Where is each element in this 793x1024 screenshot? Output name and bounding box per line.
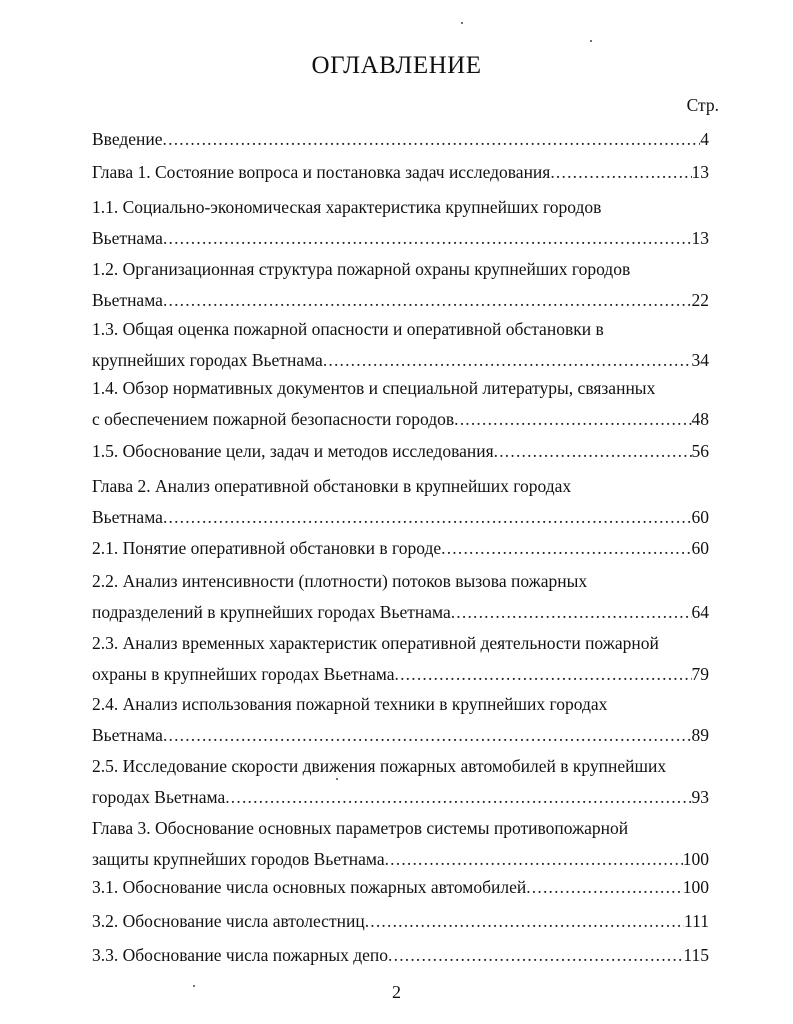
dot-leader [365, 906, 684, 937]
dot-leader [225, 782, 691, 813]
toc-entry-page: 56 [691, 441, 709, 461]
toc-entry-page: 22 [691, 290, 709, 310]
toc-entry-page: 60 [691, 507, 709, 527]
dot-leader [323, 345, 692, 376]
toc-entry-title: Введение [92, 129, 163, 149]
scan-speck [590, 40, 592, 42]
dot-leader [395, 659, 692, 690]
toc-entry [92, 906, 709, 937]
toc-entry-page: 100 [682, 877, 709, 897]
toc-entry-title: Глава 1. Состояние вопроса и постановка задач исследования [92, 162, 551, 182]
dot-leader [163, 502, 692, 533]
toc-entry-title: 3.3. Обоснование числа пожарных депо [92, 945, 389, 965]
dot-leader [441, 533, 691, 564]
scan-speck [336, 778, 338, 780]
toc-entry-title: Вьетнама [92, 228, 163, 248]
toc-entry [92, 566, 709, 628]
toc-entry [92, 254, 709, 316]
toc-entry-title: Вьетнама [92, 507, 163, 527]
toc-entry-page: 100 [682, 849, 709, 869]
dot-leader [526, 872, 683, 903]
toc-entry [92, 689, 709, 751]
toc-entry [92, 192, 709, 254]
toc-entry-title-line: 1.1. Социально-экономическая характеристика крупнейших городов [92, 197, 602, 217]
scan-speck [193, 985, 195, 987]
toc-entry-title: с обеспечением пожарной безопасности городов [92, 409, 455, 429]
toc-entry-title: 3.1. Обоснование числа основных пожарных автомобилей [92, 877, 527, 897]
toc-entry-title: крупнейших городах Вьетнама [92, 350, 323, 370]
toc-entry [92, 373, 709, 435]
toc-entry-page: 4 [700, 129, 709, 149]
toc-entry-title: Вьетнама [92, 725, 163, 745]
toc-entry-title-line: Глава 2. Анализ оперативной обстановки в крупнейших городах [92, 476, 572, 496]
dot-leader [385, 844, 683, 875]
toc-entry-title: охраны в крупнейших городах Вьетнама [92, 664, 395, 684]
toc-entry-title-line: 2.2. Анализ интенсивности (плотности) потоков вызова пожарных [92, 571, 588, 591]
toc-entry [92, 872, 709, 903]
toc-entry-page: 111 [684, 911, 709, 931]
dot-leader [388, 940, 683, 971]
toc-entry-title-line: 1.4. Обзор нормативных документов и специальной литературы, связанных [92, 378, 656, 398]
toc-entry [92, 314, 709, 376]
toc-entry-title: 1.5. Обоснование цели, задач и методов исследования [92, 441, 494, 461]
toc-entry-page: 13 [691, 228, 709, 248]
dot-leader [454, 404, 691, 435]
page-title: ОГЛАВЛЕНИЕ [311, 52, 482, 79]
dot-leader [163, 720, 692, 751]
toc-entry-title: 3.2. Обоснование числа автолестниц [92, 911, 365, 931]
scan-speck [461, 22, 463, 24]
dot-leader [163, 124, 701, 155]
toc-entry-page: 60 [691, 538, 709, 558]
toc-entry [92, 813, 709, 875]
toc-entry [92, 471, 709, 533]
dot-leader [451, 597, 692, 628]
toc-entry-page: 93 [691, 787, 709, 807]
toc-entry-title-line: 2.4. Анализ использования пожарной техники в крупнейших городах [92, 694, 608, 714]
page-number: 2 [392, 982, 401, 1002]
toc-entry-title: городах Вьетнама [92, 787, 226, 807]
toc-entry [92, 157, 709, 188]
toc-entry [92, 940, 709, 971]
toc-entry-page: 13 [691, 162, 709, 182]
toc-entry-page: 64 [691, 602, 709, 622]
dot-leader [550, 157, 691, 188]
toc-entry-page: 48 [691, 409, 709, 429]
dot-leader [494, 436, 692, 467]
toc-entry [92, 628, 709, 690]
toc-entry-title-line: 1.2. Организационная структура пожарной охраны крупнейших городов [92, 259, 631, 279]
toc-entry [92, 436, 709, 467]
toc-entry-title-line: 2.3. Анализ временных характеристик оперативной деятельности пожарной [92, 633, 659, 653]
dot-leader [163, 223, 692, 254]
toc-entry-page: 89 [691, 725, 709, 745]
toc-entry-title-line: 1.3. Общая оценка пожарной опасности и оперативной обстановки в [92, 319, 604, 339]
toc-entry-title-line: Глава 3. Обоснование основных параметров системы противопожарной [92, 818, 629, 838]
toc-entry-title: защиты крупнейших городов Вьетнама [92, 849, 385, 869]
toc-entry-title-line: 2.5. Исследование скорости движения пожарных автомобилей в крупнейших [92, 756, 667, 776]
toc-entry [92, 751, 709, 813]
dot-leader [163, 285, 692, 316]
toc-entry-title: 2.1. Понятие оперативной обстановки в городе [92, 538, 442, 558]
toc-entry-page: 115 [683, 945, 709, 965]
toc-entry-page: 34 [691, 350, 709, 370]
page-column-label: Стр. [686, 95, 719, 115]
toc-entry [92, 124, 709, 155]
toc-entry [92, 533, 709, 564]
toc-entry-title: подразделений в крупнейших городах Вьетнама [92, 602, 451, 622]
toc-entry-title: Вьетнама [92, 290, 163, 310]
toc-entry-page: 79 [691, 664, 709, 684]
